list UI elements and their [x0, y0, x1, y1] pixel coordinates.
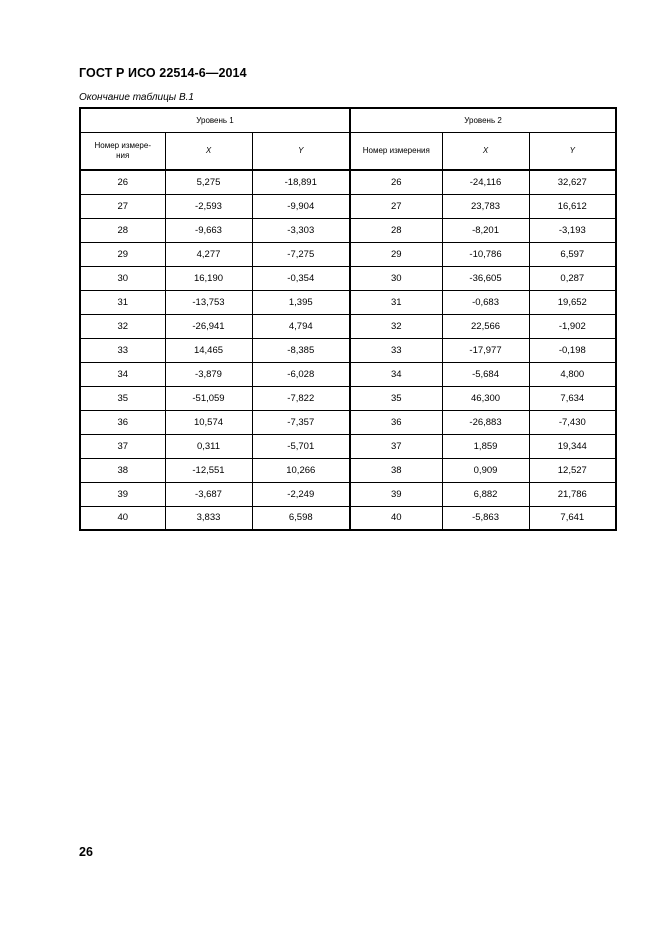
cell-num-2: 31 [350, 290, 442, 314]
cell-num-1: 32 [80, 314, 165, 338]
cell-y-1: -6,028 [252, 362, 350, 386]
cell-x-2: -5,863 [442, 506, 529, 530]
cell-num-1: 39 [80, 482, 165, 506]
table-row [80, 458, 616, 482]
table-row [80, 338, 616, 362]
cell-num-1: 36 [80, 410, 165, 434]
cell-num-1: 38 [80, 458, 165, 482]
header-y-2: Y [529, 133, 616, 171]
cell-num-2: 35 [350, 386, 442, 410]
cell-x-1: -3,687 [165, 482, 252, 506]
table-row [80, 194, 616, 218]
cell-x-2: -24,116 [442, 170, 529, 194]
cell-x-1: -51,059 [165, 386, 252, 410]
cell-y-2: 7,634 [529, 386, 616, 410]
cell-y-1: -5,701 [252, 434, 350, 458]
cell-y-2: -1,902 [529, 314, 616, 338]
header-x-2: X [442, 133, 529, 171]
cell-y-2: -7,430 [529, 410, 616, 434]
cell-x-1: 14,465 [165, 338, 252, 362]
cell-num-1: 33 [80, 338, 165, 362]
cell-num-1: 35 [80, 386, 165, 410]
cell-x-2: -36,605 [442, 266, 529, 290]
cell-x-1: -13,753 [165, 290, 252, 314]
cell-num-2: 38 [350, 458, 442, 482]
cell-num-2: 28 [350, 218, 442, 242]
table-row [80, 434, 616, 458]
cell-num-1: 34 [80, 362, 165, 386]
cell-x-2: -26,883 [442, 410, 529, 434]
cell-num-1: 40 [80, 506, 165, 530]
cell-y-2: 16,612 [529, 194, 616, 218]
cell-x-2: -10,786 [442, 242, 529, 266]
cell-y-2: 6,597 [529, 242, 616, 266]
cell-x-1: -2,593 [165, 194, 252, 218]
page-number: 26 [79, 845, 93, 859]
cell-y-1: -18,891 [252, 170, 350, 194]
cell-num-1: 28 [80, 218, 165, 242]
cell-y-1: 6,598 [252, 506, 350, 530]
cell-x-2: -8,201 [442, 218, 529, 242]
table-row [80, 362, 616, 386]
cell-x-1: 4,277 [165, 242, 252, 266]
cell-y-1: -7,822 [252, 386, 350, 410]
cell-x-1: 10,574 [165, 410, 252, 434]
cell-num-2: 26 [350, 170, 442, 194]
cell-x-2: 46,300 [442, 386, 529, 410]
header-measurement-number-2: Номер измерения [350, 133, 442, 171]
cell-y-2: 0,287 [529, 266, 616, 290]
header-y-1: Y [252, 133, 350, 171]
cell-y-2: 19,344 [529, 434, 616, 458]
cell-x-1: -9,663 [165, 218, 252, 242]
table-row [80, 506, 616, 530]
cell-x-1: -3,879 [165, 362, 252, 386]
cell-y-2: 7,641 [529, 506, 616, 530]
cell-num-2: 40 [350, 506, 442, 530]
cell-y-2: 19,652 [529, 290, 616, 314]
cell-y-1: -9,904 [252, 194, 350, 218]
cell-y-2: -0,198 [529, 338, 616, 362]
cell-num-2: 36 [350, 410, 442, 434]
cell-x-1: 5,275 [165, 170, 252, 194]
cell-y-1: -8,385 [252, 338, 350, 362]
cell-y-2: 4,800 [529, 362, 616, 386]
cell-y-1: -7,275 [252, 242, 350, 266]
cell-num-1: 29 [80, 242, 165, 266]
cell-y-2: 12,527 [529, 458, 616, 482]
cell-y-1: -7,357 [252, 410, 350, 434]
cell-y-2: 21,786 [529, 482, 616, 506]
cell-x-2: 0,909 [442, 458, 529, 482]
header-x-1: X [165, 133, 252, 171]
cell-num-2: 39 [350, 482, 442, 506]
cell-num-2: 34 [350, 362, 442, 386]
table-row [80, 314, 616, 338]
cell-x-2: 1,859 [442, 434, 529, 458]
cell-num-1: 26 [80, 170, 165, 194]
cell-x-2: 6,882 [442, 482, 529, 506]
cell-x-1: 3,833 [165, 506, 252, 530]
table-row [80, 266, 616, 290]
table-row [80, 410, 616, 434]
cell-num-2: 37 [350, 434, 442, 458]
cell-num-1: 31 [80, 290, 165, 314]
table-row [80, 482, 616, 506]
cell-y-1: -0,354 [252, 266, 350, 290]
cell-num-1: 37 [80, 434, 165, 458]
cell-x-1: -26,941 [165, 314, 252, 338]
cell-x-2: -0,683 [442, 290, 529, 314]
measurement-table [79, 107, 617, 531]
cell-x-2: -17,977 [442, 338, 529, 362]
cell-num-2: 27 [350, 194, 442, 218]
cell-x-2: 23,783 [442, 194, 529, 218]
cell-y-1: 1,395 [252, 290, 350, 314]
table-row [80, 242, 616, 266]
cell-x-2: -5,684 [442, 362, 529, 386]
cell-x-1: -12,551 [165, 458, 252, 482]
table-caption: Окончание таблицы В.1 [79, 92, 194, 103]
cell-num-1: 27 [80, 194, 165, 218]
cell-num-2: 32 [350, 314, 442, 338]
cell-num-2: 30 [350, 266, 442, 290]
table-row [80, 386, 616, 410]
document-code: ГОСТ Р ИСО 22514-6—2014 [79, 66, 247, 80]
cell-num-2: 33 [350, 338, 442, 362]
cell-num-2: 29 [350, 242, 442, 266]
cell-y-2: -3,193 [529, 218, 616, 242]
table-row [80, 170, 616, 194]
cell-x-1: 16,190 [165, 266, 252, 290]
cell-y-1: -3,303 [252, 218, 350, 242]
cell-x-1: 0,311 [165, 434, 252, 458]
cell-y-1: 4,794 [252, 314, 350, 338]
cell-y-1: 10,266 [252, 458, 350, 482]
cell-x-2: 22,566 [442, 314, 529, 338]
table-body [80, 170, 616, 530]
header-measurement-number-1: Номер измере- ния [80, 133, 165, 171]
header-level-2: Уровень 2 [350, 108, 616, 133]
header-level-1: Уровень 1 [80, 108, 350, 133]
table-row [80, 218, 616, 242]
cell-y-2: 32,627 [529, 170, 616, 194]
table-row [80, 290, 616, 314]
cell-y-1: -2,249 [252, 482, 350, 506]
cell-num-1: 30 [80, 266, 165, 290]
